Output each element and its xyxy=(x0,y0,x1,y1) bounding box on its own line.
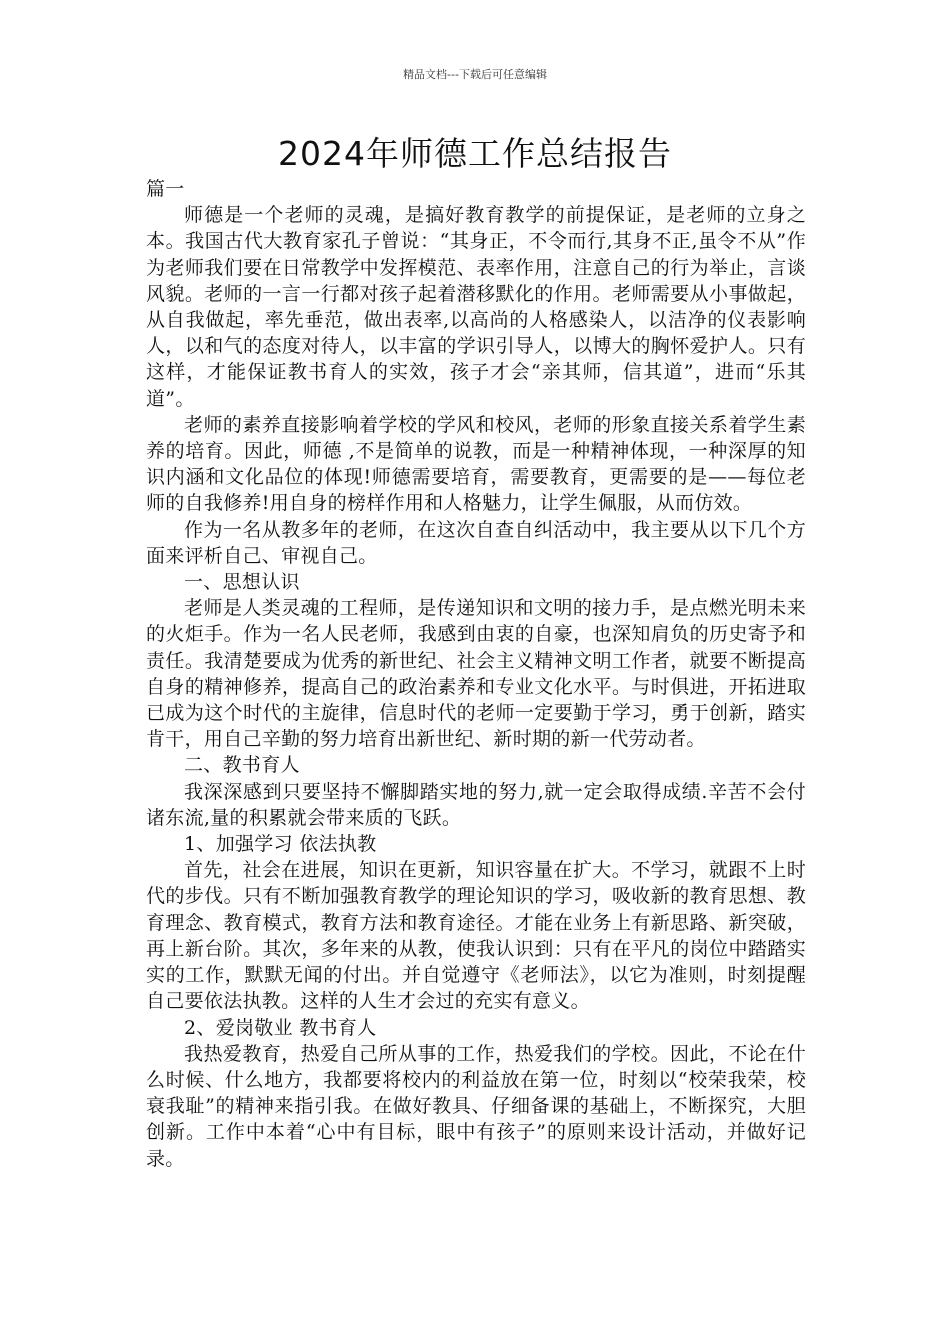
paragraph-3: 作为一名从教多年的老师，在这次自查自纠活动中，我主要从以下几个方面来评析自己、审视自己。 xyxy=(146,518,806,567)
document-title: 2024年师德工作总结报告 xyxy=(278,134,672,173)
subsection-text-dedication: 我热爱教育，热爱自己所从事的工作，热爱我们的学校。因此，不论在什么时候、什么地方，我都要将校内的利益放在第一位，时刻以“校荣我荣，校衰我耻”的精神来指引我。在做好教具、仔细备课的基础上，不断探究，大胆创新。工作中本着“心中有目标，眼中有孩子”的原则来设计活动，并做好记录。 xyxy=(146,1042,806,1170)
part-label: 篇一 xyxy=(146,178,185,200)
section-text-thinking: 老师是人类灵魂的工程师，是传递知识和文明的接力手，是点燃光明未来的火炬手。作为一名人民老师，我感到由衷的自豪，也深知肩负的历史寄予和责任。我清楚要成为优秀的新世纪、社会主义精神文明工作者，就要不断提高自身的精神修养，提高自己的政治素养和专业文化水平。与时俱进，开拓进取已成为这个时代的主旋律，信息时代的老师一定要勤于学习，勇于创新，踏实肯干，用自己辛勤的努力培育出新世纪、新时期的新一代劳动者。 xyxy=(146,597,806,751)
subsection-heading-dedication: 2、爱岗敬业 教书育人 xyxy=(184,1016,377,1039)
paragraph-2: 老师的素养直接影响着学校的学风和校风，老师的形象直接关系着学生素养的培育。因此，师德 ,不是简单的说教，而是一种精神体现，一种深厚的知识内涵和文化品位的体现!师德需要培育，需要教育，更需要的是——每位老师的自我修养!用自身的榜样作用和人格魅力，让学生佩服，从而仿效。 xyxy=(146,413,806,515)
section-text-teaching: 我深深感到只要坚持不懈脚踏实地的努力,就一定会取得成绩.辛苦不会付诸东流,量的积累就会带来质的飞跃。 xyxy=(146,780,806,829)
section-heading-teaching: 二、教书育人 xyxy=(184,754,300,777)
paragraph-1: 师德是一个老师的灵魂，是搞好教育教学的前提保证，是老师的立身之本。我国古代大教育家孔子曾说：“其身正，不令而行,其身不正,虽令不从”作为老师我们要在日常教学中发挥模范、表率作用，注意自己的行为举止，言谈风貌。老师的一言一行都对孩子起着潜移默化的作用。老师需要从小事做起，从自我做起，率先垂范，做出表率,以高尚的人格感染人，以洁净的仪表影响人，以和气的态度对待人，以丰富的学识引导人，以博大的胸怀爱护人。只有这样，才能保证教书育人的实效，孩子才会“亲其师，信其道”，进而“乐其道”。 xyxy=(146,204,806,410)
subsection-text-study: 首先，社会在进展，知识在更新，知识容量在扩大。不学习，就跟不上时代的步伐。只有不断加强教育教学的理论知识的学习，吸收新的教育思想、教育理念、教育模式，教育方法和教育途径。才能在业务上有新思路、新突破，再上新台阶。其次，多年来的从教，使我认识到：只有在平凡的岗位中踏踏实实的工作，默默无闻的付出。并自觉遵守《老师法》，以它为准则，时刻提醒自己要依法执教。这样的人生才会过的充实有意义。 xyxy=(146,859,806,1013)
subsection-heading-study: 1、加强学习 依法执教 xyxy=(184,833,377,856)
section-heading-thinking: 一、思想认识 xyxy=(184,571,300,594)
document-body xyxy=(146,176,806,1172)
page-header-note: 精品文档---下载后可任意编辑 xyxy=(403,68,547,81)
